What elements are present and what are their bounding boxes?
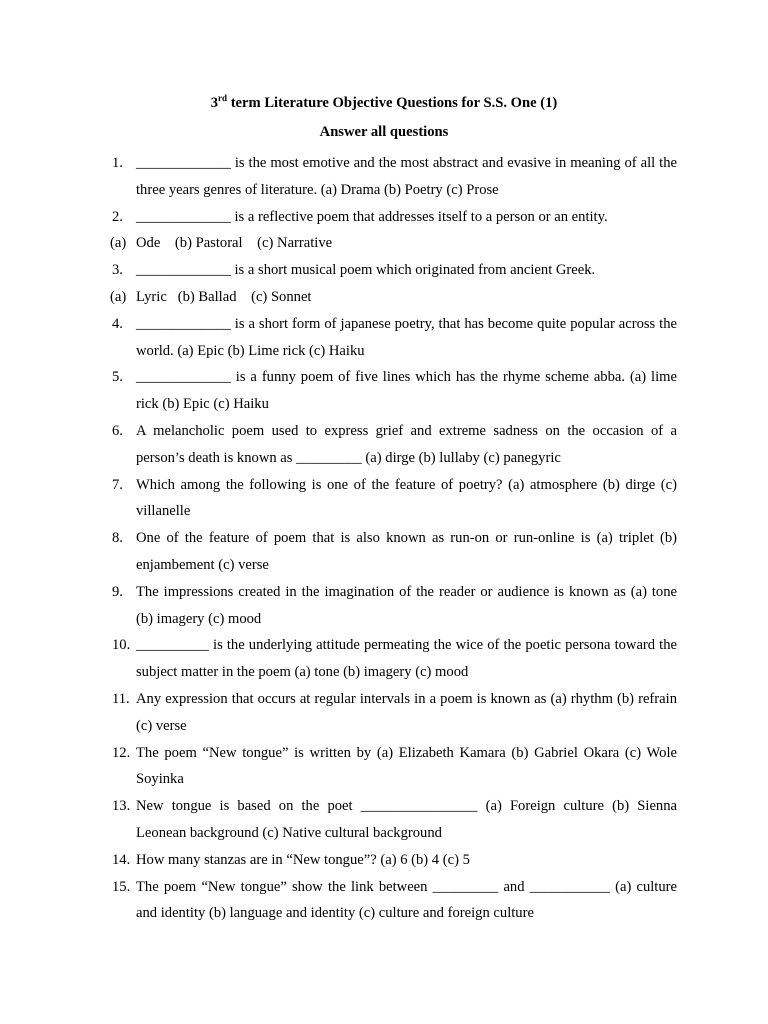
question-text: How many stanzas are in “New tongue”? (a) 6 (b) 4 (c) 5: [136, 851, 470, 868]
question-number: 5.: [112, 369, 123, 386]
question-item: [112, 418, 677, 472]
question-text: One of the feature of poem that is also known as run-on or run-online is (a) triplet (b) enjambement (c) verse: [136, 530, 677, 573]
question-number: 11.: [112, 690, 130, 707]
question-item: [112, 472, 677, 526]
question-list: [112, 150, 677, 927]
question-item: [112, 632, 677, 686]
question-item: [112, 525, 677, 579]
question-text: _____________ is a funny poem of five lines which has the rhyme scheme abba. (a) lime rick (b) Epic (c) Haiku: [136, 369, 677, 413]
question-item: [112, 874, 677, 928]
question-text: _____________ is a reflective poem that addresses itself to a person or an entity.: [136, 208, 608, 225]
question-number: 12.: [112, 744, 131, 761]
question-text: The poem “New tongue” is written by (a) Elizabeth Kamara (b) Gabriel Okara (c) Wole Soyinka: [136, 744, 677, 788]
question-text: A melancholic poem used to express grief and extreme sadness on the occasion of a person’s death is known as _________ (a) dirge (b) lullaby (c) panegyric: [136, 422, 677, 466]
question-number: 14.: [112, 851, 131, 868]
question-number: 8.: [112, 530, 123, 547]
question-item: [112, 150, 677, 204]
question-number: 7.: [112, 476, 123, 493]
options-prefix: (a): [110, 288, 127, 305]
page-subtitle: Answer all questions: [319, 124, 449, 140]
question-text: _____________ is a short musical poem which originated from ancient Greek.: [136, 262, 596, 279]
question-text: Any expression that occurs at regular intervals in a poem is known as (a) rhythm (b) refrain (c) verse: [136, 690, 677, 734]
options-text: Lyric (b) Ballad (c) Sonnet: [136, 288, 312, 305]
title-superscript: rd: [218, 93, 228, 103]
question-text: Which among the following is one of the feature of poetry? (a) atmosphere (b) dirge (c) villanelle: [136, 476, 677, 520]
question-item: [112, 793, 677, 847]
question-options: [112, 230, 677, 257]
title-text: term Literature Objective Questions for S.S. One (1): [227, 95, 558, 111]
question-item: [112, 740, 677, 794]
question-item: [112, 311, 677, 365]
question-number: 9.: [112, 583, 123, 600]
question-text: _____________ is a short form of japanese poetry, that has become quite popular across the world. (a) Epic (b) Lime rick (c) Haiku: [136, 315, 677, 359]
question-options: [112, 284, 677, 311]
question-number: 1.: [112, 155, 123, 171]
question-text: The poem “New tongue” show the link between _________ and ___________ (a) culture and identity (b) language and identity (c) culture and foreign culture: [136, 878, 677, 922]
page-title: [0, 94, 768, 112]
title-ordinal: 3: [210, 95, 219, 111]
options-text: Ode (b) Pastoral (c) Narrative: [136, 235, 333, 252]
question-number: 3.: [112, 262, 123, 279]
question-text: _____________ is the most emotive and the most abstract and evasive in meaning of all the three years genres of literature. (a) Drama (b) Poetry (c) Prose: [136, 155, 677, 198]
question-text: The impressions created in the imagination of the reader or audience is known as (a) tone (b) imagery (c) mood: [136, 583, 677, 627]
question-item: [112, 579, 677, 633]
question-item: [112, 847, 677, 874]
question-number: 13.: [112, 798, 131, 815]
question-item: [112, 257, 677, 284]
question-item: [112, 364, 677, 418]
question-item: [112, 686, 677, 740]
question-text: New tongue is based on the poet ________________ (a) Foreign culture (b) Sienna Leonean background (c) Native cultural background: [136, 798, 677, 841]
question-number: 4.: [112, 315, 123, 332]
question-number: 15.: [112, 878, 131, 895]
question-number: 6.: [112, 422, 123, 439]
question-text: __________ is the underlying attitude permeating the wice of the poetic persona toward the subject matter in the poem (a) tone (b) imagery (c) mood: [136, 637, 677, 681]
question-number: 10.: [112, 637, 131, 654]
question-number: 2.: [112, 208, 123, 225]
question-item: [112, 204, 677, 231]
options-prefix: (a): [110, 235, 127, 252]
